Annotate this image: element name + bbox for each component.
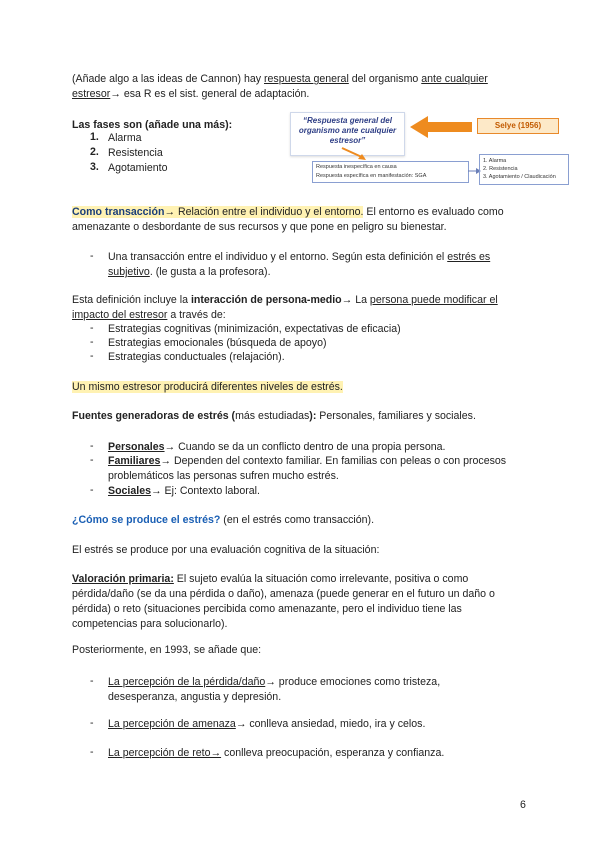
arrow-down-icon: [340, 146, 370, 162]
selye-box: Selye (1956): [477, 118, 559, 134]
phase-item: Resistencia: [108, 147, 163, 159]
strategy-item: Estrategias cognitivas (minimización, expectativas de eficacia): [108, 323, 401, 335]
fuente-item: [108, 454, 528, 484]
diagram-main-box: “Respuesta general del organismo ante cualquier estresor”: [290, 112, 405, 156]
intro-paragraph: [72, 72, 532, 102]
strategy-item: Estrategias conductuales (relajación).: [108, 351, 285, 363]
percepcion-text: desesperanza, angustia y depresión.: [108, 691, 282, 703]
intro-text: (Añade algo a las ideas de Cannon) hay: [72, 73, 264, 85]
phase-number: 1.: [90, 131, 99, 143]
percepcion-item: [108, 717, 528, 732]
transaccion-label: Como transacción: [72, 206, 165, 218]
percepcion-text: conlleva preocupación, esperanza y confianza.: [221, 747, 445, 759]
definicion-paragraph: [72, 293, 532, 323]
bullet-dash: -: [90, 440, 94, 452]
fuente-label: Familiares: [108, 455, 161, 467]
fuente-text: → Ej: Contexto laboral.: [151, 485, 260, 497]
fuentes-paragraph: [72, 409, 532, 424]
fuente-item: [108, 440, 528, 455]
transaccion-text: El entorno es evaluado como: [363, 206, 504, 218]
page-number: 6: [520, 799, 526, 811]
percepcion-underline: La percepción de la pérdida/daño: [108, 676, 266, 688]
fuente-label: Personales: [108, 441, 165, 453]
phase-item: Alarma: [108, 132, 142, 144]
bullet-dash: -: [90, 322, 94, 334]
como-question: ¿Cómo se produce el estrés?: [72, 514, 221, 526]
transaccion-text: amenazante o desbordante de sus recursos y que pone en peligro su bienestar.: [72, 221, 447, 233]
definicion-text: Esta definición incluye la: [72, 294, 191, 306]
phase-line: 2. Resistencia: [483, 166, 518, 172]
fuentes-text: más estudiadas: [235, 410, 310, 422]
fuente-text: problemáticos las personas sufren mucho estrés.: [108, 470, 339, 482]
percepcion-text: → conlleva ansiedad, miedo, ira y celos.: [235, 718, 426, 730]
intro-underline-3: estresor: [72, 88, 111, 100]
como-text: (en el estrés como transacción).: [220, 514, 375, 526]
valoracion-text: El sujeto evalúa la situación como irrelevante, positiva o como: [173, 573, 469, 585]
intro-underline-2: ante cualquier: [421, 73, 488, 85]
bullet-dash: -: [90, 746, 94, 758]
valoracion-label: Valoración primaria:: [72, 573, 174, 585]
percepcion-item: [108, 675, 528, 705]
fuente-label: Sociales: [108, 485, 151, 497]
definicion-underline: impacto del estresor: [72, 309, 168, 321]
response-line: Respuesta específica en manifestación: SGA: [316, 173, 427, 179]
phase-number: 3.: [90, 161, 99, 173]
fuentes-bold: Fuentes generadoras de estrés (: [72, 410, 236, 422]
fuentes-text: Personales, familiares y sociales.: [316, 410, 476, 422]
definition-text: . (le gusta a la profesora).: [149, 266, 271, 278]
bullet-dash: -: [90, 454, 94, 466]
definition-underline: subjetivo: [108, 266, 150, 278]
intro-underline-1: respuesta general: [264, 73, 349, 85]
diagram-response-box: [312, 161, 469, 183]
bullet-dash: -: [90, 717, 94, 729]
transaccion-paragraph: [72, 205, 542, 235]
definicion-underline: persona puede modificar el: [369, 294, 498, 306]
posteriormente-paragraph: Posteriormente, en 1993, se añade que:: [72, 644, 262, 656]
bullet-dash: -: [90, 336, 94, 348]
valoracion-paragraph: [72, 572, 532, 632]
valoracion-text: pérdida) o reto (situaciones percibida como amenazante, pero el individuo tiene las: [72, 603, 462, 615]
fuente-text: → Cuando se da un conflicto dentro de una propia persona.: [164, 441, 446, 453]
definicion-text: → La: [341, 294, 370, 306]
phase-number: 2.: [90, 146, 99, 158]
definition-bullet: [108, 250, 528, 280]
phase-line: 1. Alarma: [483, 158, 507, 164]
phase-item: Agotamiento: [108, 162, 168, 174]
percepcion-underline: La percepción de amenaza: [108, 718, 236, 730]
fuente-text: → Dependen del contexto familiar. En familias con peleas o con procesos: [160, 455, 507, 467]
percepcion-underline: La percepción de reto→: [108, 747, 222, 759]
valoracion-text: pérdida/daño (se da una pérdida o daño), amenaza (puede generar en el futuro un daño o: [72, 588, 495, 600]
mismo-paragraph: [72, 380, 532, 395]
definicion-text: a través de:: [167, 309, 226, 321]
response-line: Respuesta inespecífica en causa: [316, 164, 397, 170]
bullet-dash: -: [90, 675, 94, 687]
definicion-bold: interacción de persona-medio: [190, 294, 342, 306]
arrow-left-icon: [410, 116, 474, 138]
transaccion-highlight: → Relación entre el individuo y el entorno.: [164, 206, 364, 218]
fuentes-bold: ):: [309, 410, 317, 422]
fuente-item: [108, 484, 528, 499]
mismo-highlight: Un mismo estresor producirá diferentes niveles de estrés.: [72, 381, 343, 393]
intro-text: del organismo: [348, 73, 422, 85]
bullet-dash: -: [90, 484, 94, 496]
como-paragraph: [72, 513, 532, 528]
strategy-item: Estrategias emocionales (búsqueda de apoyo): [108, 337, 327, 349]
valoracion-text: competencias para solucionarlo).: [72, 618, 228, 630]
phases-title: Las fases son (añade una más):: [72, 119, 233, 131]
diagram-phases-box: [479, 154, 569, 185]
bullet-dash: -: [90, 250, 94, 262]
percepcion-item: [108, 746, 528, 761]
phase-line: 3. Agotamiento / Claudicación: [483, 174, 556, 180]
definition-underline: estrés es: [447, 251, 491, 263]
definition-text: Una transacción entre el individuo y el entorno. Según esta definición el: [108, 251, 448, 263]
intro-text: → esa R es el sist. general de adaptación.: [110, 88, 310, 100]
evaluacion-paragraph: El estrés se produce por una evaluación cognitiva de la situación:: [72, 544, 380, 556]
bullet-dash: -: [90, 350, 94, 362]
percepcion-text: → produce emociones como tristeza,: [265, 676, 441, 688]
